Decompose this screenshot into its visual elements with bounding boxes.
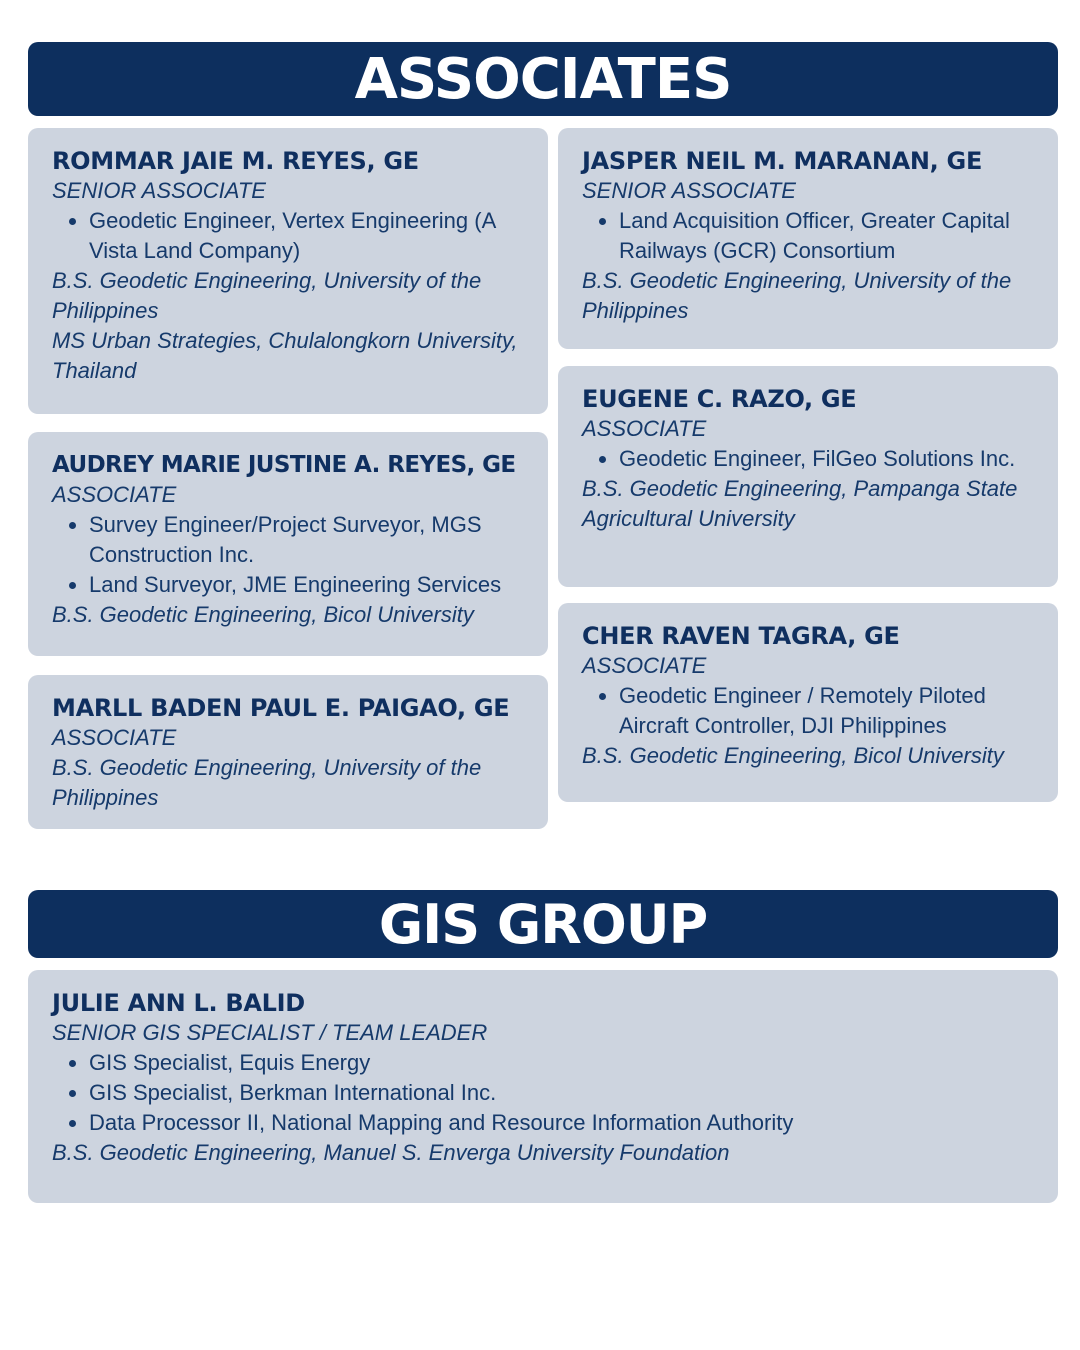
profile-name: JULIE ANN L. BALID (52, 989, 305, 1017)
education-line: B.S. Geodetic Engineering, Manuel S. Enverga University Foundation (52, 1140, 730, 1165)
experience-item: • Survey Engineer/Project Surveyor, MGS Construction Inc. (89, 510, 530, 570)
profile-name: ROMMAR JAIE M. REYES, GE (52, 147, 419, 175)
experience-list (52, 206, 530, 266)
profile-name: JASPER NEIL M. MARANAN, GE (582, 147, 983, 175)
experience-list (582, 444, 1040, 474)
profile-name: AUDREY MARIE JUSTINE A. REYES, GE (52, 452, 516, 478)
education-line: B.S. Geodetic Engineering, Bicol University (582, 743, 1004, 768)
associates-banner: ASSOCIATES (28, 42, 1058, 116)
experience-list (582, 681, 1040, 741)
profile-card-julie-balid (28, 970, 1058, 1203)
profile-role: ASSOCIATE (52, 725, 177, 750)
profile-name: MARLL BADEN PAUL E. PAIGAO, GE (52, 694, 510, 722)
education-line: B.S. Geodetic Engineering, Pampanga State Agricultural University (582, 476, 1018, 531)
profile-role: SENIOR ASSOCIATE (52, 178, 266, 203)
profile-name: EUGENE C. RAZO, GE (582, 385, 857, 413)
experience-item: • GIS Specialist, Berkman International Inc. (89, 1078, 1040, 1108)
education-line: B.S. Geodetic Engineering, University of the Philippines (52, 268, 482, 323)
profile-role: ASSOCIATE (582, 416, 707, 441)
profile-card-cher-tagra (558, 603, 1058, 802)
profile-role: ASSOCIATE (52, 482, 177, 507)
profile-card-audrey-reyes (28, 432, 548, 656)
experience-list (582, 206, 1040, 266)
experience-item: • Land Surveyor, JME Engineering Services (89, 570, 530, 600)
education-line: B.S. Geodetic Engineering, University of the Philippines (52, 755, 482, 810)
experience-list (52, 1048, 1040, 1138)
profile-card-marll-paigao (28, 675, 548, 829)
profile-role: SENIOR GIS SPECIALIST / TEAM LEADER (52, 1020, 488, 1045)
experience-list (52, 510, 530, 600)
education-line: B.S. Geodetic Engineering, University of the Philippines (582, 268, 1012, 323)
education-line: MS Urban Strategies, Chulalongkorn University, Thailand (52, 328, 518, 383)
profile-role: SENIOR ASSOCIATE (582, 178, 796, 203)
profile-card-eugene-razo (558, 366, 1058, 587)
experience-item: • Geodetic Engineer, Vertex Engineering (A Vista Land Company) (89, 206, 530, 266)
profile-name: CHER RAVEN TAGRA, GE (582, 622, 900, 650)
profile-card-jasper-maranan (558, 128, 1058, 349)
experience-item: • Data Processor II, National Mapping and Resource Information Authority (89, 1108, 1040, 1138)
experience-item: • GIS Specialist, Equis Energy (89, 1048, 1040, 1078)
profile-role: ASSOCIATE (582, 653, 707, 678)
education-line: B.S. Geodetic Engineering, Bicol University (52, 602, 474, 627)
gis-group-banner: GIS GROUP (28, 890, 1058, 958)
experience-item: • Geodetic Engineer, FilGeo Solutions Inc. (619, 444, 1040, 474)
profile-card-rommar-reyes (28, 128, 548, 414)
experience-item: • Land Acquisition Officer, Greater Capital Railways (GCR) Consortium (619, 206, 1040, 266)
experience-item: • Geodetic Engineer / Remotely Piloted Aircraft Controller, DJI Philippines (619, 681, 1040, 741)
